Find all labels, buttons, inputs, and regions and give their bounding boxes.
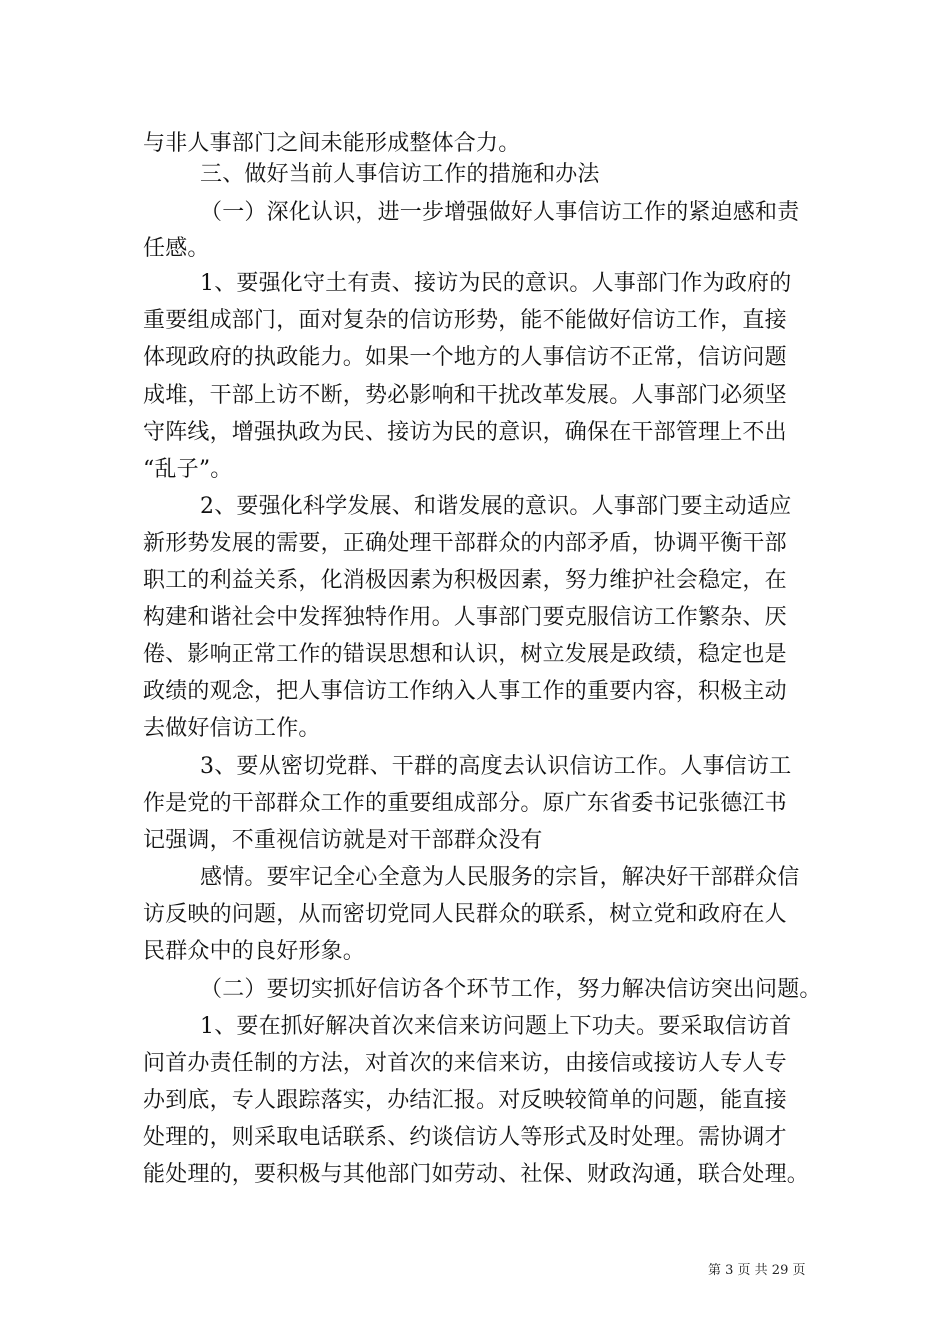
text-line: 去做好信访工作。 [143, 716, 321, 741]
text-line: 能处理的，要积极与其他部门如劳动、社保、财政沟通，联合处理。 [143, 1162, 810, 1187]
text-line: 政绩的观念，把人事信访工作纳入人事工作的重要内容，积极主动 [143, 679, 787, 704]
paragraph-first-line: 1、要强化守土有责、接访为民的意识。人事部门作为政府的 [200, 271, 792, 296]
text-line: “乱子”。 [143, 457, 233, 482]
text-line: 体现政府的执政能力。如果一个地方的人事信访不正常，信访问题 [143, 345, 787, 370]
page-number: 第 3 页 共 29 页 [708, 1263, 806, 1278]
text-line: 职工的利益关系，化消极因素为积极因素，努力维护社会稳定，在 [143, 568, 787, 593]
text-line: 问首办责任制的方法，对首次的来信来访，由接信或接访人专人专 [143, 1051, 787, 1076]
text-line: 与非人事部门之间未能形成整体合力。 [143, 131, 521, 156]
subsection-heading: （二）要切实抓好信访各个环节工作，努力解决信访突出问题。 [200, 977, 822, 1002]
text-line: 成堆，干部上访不断，势必影响和干扰改革发展。人事部门必须坚 [143, 383, 787, 408]
text-line: 办到底，专人跟踪落实，办结汇报。对反映较简单的问题，能直接 [143, 1088, 787, 1113]
paragraph-first-line: 3、要从密切党群、干群的高度去认识信访工作。人事信访工 [200, 754, 792, 779]
subsection-heading: （一）深化认识，进一步增强做好人事信访工作的紧迫感和责 [200, 200, 800, 225]
text-line: 重要组成部门，面对复杂的信访形势，能不能做好信访工作，直接 [143, 308, 787, 333]
text-line: 新形势发展的需要，正确处理干部群众的内部矛盾，协调平衡干部 [143, 531, 787, 556]
paragraph-first-line: 1、要在抓好解决首次来信来访问题上下功夫。要采取信访首 [200, 1014, 792, 1039]
text-line: 守阵线，增强执政为民、接访为民的意识，确保在干部管理上不出 [143, 420, 787, 445]
text-line: 处理的，则采取电话联系、约谈信访人等形式及时处理。需协调才 [143, 1125, 787, 1150]
text-line: 民群众中的良好形象。 [143, 939, 366, 964]
section-heading: 三、做好当前人事信访工作的措施和办法 [200, 162, 600, 187]
paragraph-first-line: 感情。要牢记全心全意为人民服务的宗旨，解决好干部群众信 [200, 865, 800, 890]
text-line: 任感。 [143, 236, 210, 261]
text-line: 倦、影响正常工作的错误思想和认识，树立发展是政绩，稳定也是 [143, 642, 787, 667]
paragraph-first-line: 2、要强化科学发展、和谐发展的意识。人事部门要主动适应 [200, 494, 792, 519]
text-line: 访反映的问题，从而密切党同人民群众的联系，树立党和政府在人 [143, 902, 787, 927]
text-line: 构建和谐社会中发挥独特作用。人事部门要克服信访工作繁杂、厌 [143, 605, 787, 630]
text-line: 记强调，不重视信访就是对干部群众没有 [143, 828, 543, 853]
text-line: 作是党的干部群众工作的重要组成部分。原广东省委书记张德江书 [143, 791, 787, 816]
